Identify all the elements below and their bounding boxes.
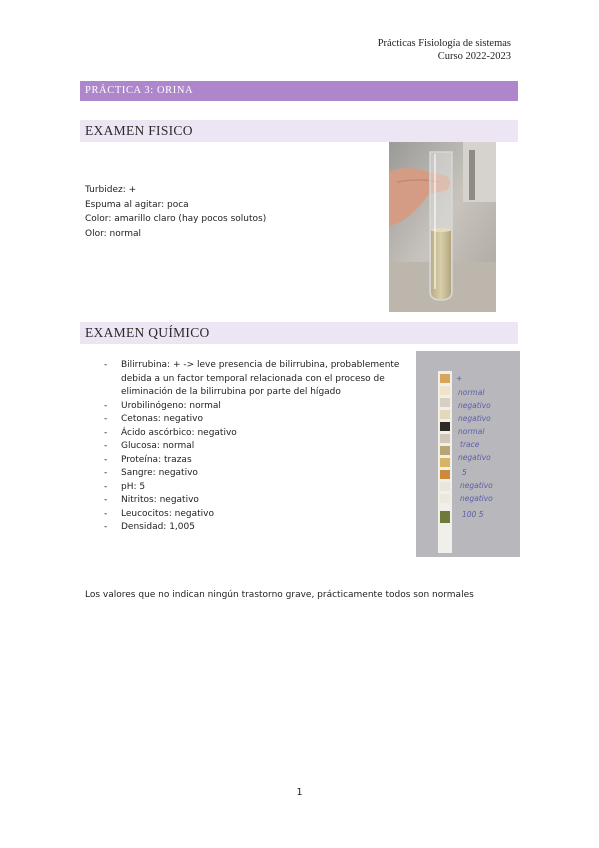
urine-test-strip-photo [416,351,520,557]
strip-note: 100 5 [462,510,484,519]
examen-quimico-results [104,359,404,535]
strip-note: negativo [460,481,493,490]
examen-fisico-results [85,183,266,241]
strip-note: normal [458,427,485,436]
section-heading-examen-quimico [80,322,518,344]
header-course-year: Curso 2022-2023 [437,51,511,62]
result-line: Espuma al agitar: poca [85,199,189,210]
list-item: - Densidad: 1,005 [104,521,404,535]
list-item: - Leucocitos: negativo [104,508,404,522]
list-item: - Proteína: trazas [104,454,404,468]
result-line: Turbidez: + [85,185,137,195]
list-item: - Nitritos: negativo [104,494,404,508]
header-course-name: Prácticas Fisiología de sistemas [377,38,511,49]
strip-note: trace [460,440,480,449]
result-line: Olor: normal [85,228,142,239]
section-title-examen-fisico: EXAMEN FISICO [85,123,193,138]
test-tube-image [389,142,496,312]
strip-note: + [456,374,463,383]
strip-note: negativo [460,494,493,503]
urine-test-tube-photo [389,142,496,312]
list-item: - Glucosa: normal [104,440,404,454]
list-item: - Cetonas: negativo [104,413,404,427]
strip-note: normal [458,388,485,397]
strip-note: negativo [458,401,491,410]
section-heading-examen-fisico [80,120,518,142]
list-item: - Sangre: negativo [104,467,404,481]
list-item: - Urobilinógeno: normal [104,400,404,414]
result-line: Color: amarillo claro (hay pocos solutos) [85,214,267,224]
practice-title: PRÁCTICA 3: ORINA [85,85,194,96]
section-title-examen-quimico: EXAMEN QUÍMICO [85,325,210,340]
list-item: - pH: 5 [104,481,404,495]
strip-note: negativo [458,414,491,423]
strip-note: negativo [458,453,491,462]
test-strip-image [416,351,520,557]
page-number: 1 [296,787,303,798]
list-item: - Ácido ascórbico: negativo [104,427,404,441]
conclusion-text: Los valores que no indican ningún trastorno grave, prácticamente todos son normales [85,590,474,600]
page-header [378,37,511,63]
practice-title-banner [80,81,518,101]
list-item: - Bilirrubina: + -> leve presencia de bilirrubina, probablemente debida a un factor temporal relacionada con el proceso de eliminación de la bilirrubina por parte del hígado [104,359,404,400]
strip-note: 5 [462,468,467,477]
